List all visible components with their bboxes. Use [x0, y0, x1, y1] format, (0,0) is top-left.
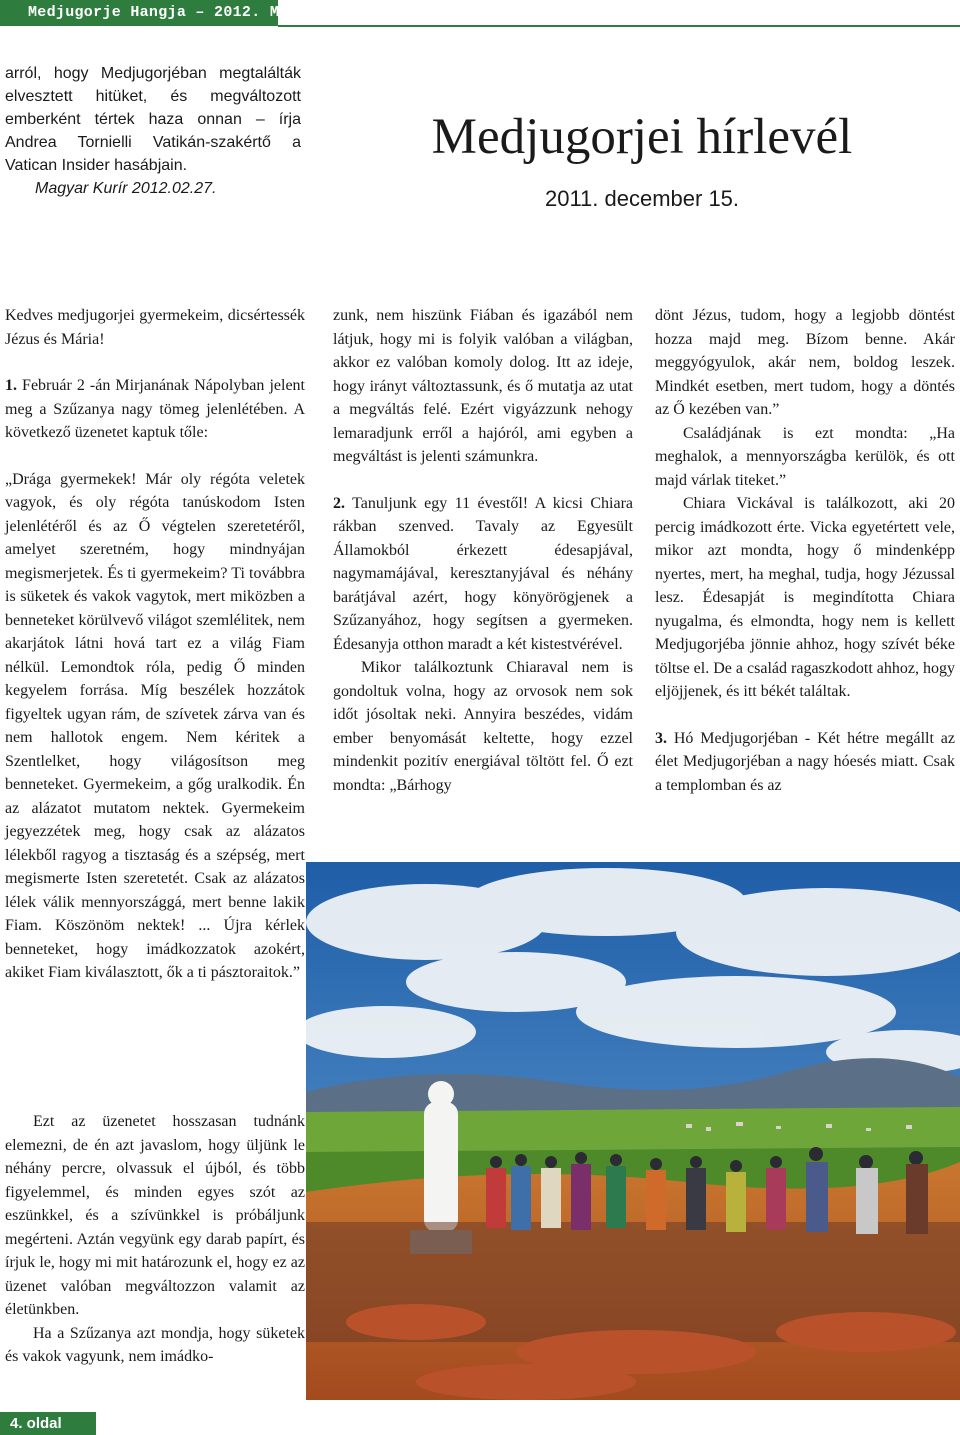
item-1-number: 1.	[5, 377, 17, 394]
page-number: 4. oldal	[10, 1415, 62, 1432]
item-1	[5, 374, 305, 445]
item-3	[655, 727, 955, 798]
intro-source: Magyar Kurír 2012.02.27.	[35, 180, 217, 197]
column-3-paragraph-1: dönt Jézus, tudom, hogy a legjobb döntést hozza majd meg. Bízom benne. Akár meggyógyulok, akár nem, boldog leszek. Mindkét esetben, mert tudom, hogy a döntés az Ő kezében van.”	[655, 307, 955, 418]
item-1-text: Február 2 -án Mirjanának Nápolyban jelent meg a Szűzanya nagy tömeg jelenlétében. A következő üzenetet kaptuk tőle:	[5, 377, 305, 441]
column-1-bottom	[5, 1110, 305, 1369]
column-3-paragraph-3: Chiara Vickával is találkozott, aki 20 percig imádkozott érte. Vicka egyetértett vele, mikor azt mondta, hogy ő mindenképp nyertes, mert, ha meghal, tudja, hogy Jézussal lesz. Édesapját is megindította Chiara nyugalma, és elmondta, hogy nem is kellett Medjugorjéba jönnie ahhoz, hogy szívét béke töltse el. De a család ragaszkodott ahhoz, hogy eljöjjenek, és itt békét találtak.	[655, 495, 955, 700]
landscape-photo-illustration	[306, 862, 960, 1400]
footer-bar	[0, 1412, 960, 1435]
newsletter-title: Medjugorjei hírlevél	[431, 109, 853, 165]
intro-block	[5, 62, 301, 200]
intro-text: arról, hogy Medjugorjéban megtalálták elvesztett hitüket, és megváltozott emberként tértek haza onnan – írja Andrea Tornielli Vatikán-szakértő a Vatican Insider hasábjain.	[5, 65, 301, 174]
item-2	[333, 492, 633, 657]
paragraph-continuation: Ha a Szűzanya azt mondja, hogy süketek és vakok vagyunk, nem imádko-	[5, 1324, 305, 1365]
header-bar	[0, 0, 335, 26]
greeting: Kedves medjugorjei gyermekeim, dicsértessék Jézus és Mária!	[5, 307, 305, 348]
message-text: „Drága gyermekek! Már oly régóta veletek vagyok, és oly régóta tanúskodom Isten jelenlétéről és az Ő végtelen szeretetéről, amelyet szeretném, hogy mindnyájan megismerjetek. És ti gyermekeim? Ti továbbra is süketek és vakok vagytok, mert miközben a benneteket körülvevő világot szemlélitek, nem akarjátok látni hová tart ez a világ Fiam nélkül. Lemondtok róla, pedig Ő minden kegyelem forrása. Míg beszélek hozzátok figyeltek ugyan rám, de szívetek zárva van és nem hallotok engem. Nem kéritek a Szentlelket, hogy világosítson meg benneteket. Gyermekeim, a gőg uralkodik. Én az alázatot mutatom nektek. Gyermekeim jegyezzétek meg, hogy csak az alázatos lélekből ragyog a tisztaság és a szépség, mert megismerte Isten szeretetét. Csak az alázatos lélek válik mennyországgá, mert benne lakik Fiam. Köszönöm nektek! ... Újra kérlek benneteket, hogy imádkozzatok azokért, akiket Fiam kiválasztott, ők a ti pásztoraitok.”	[5, 470, 305, 981]
running-header: Medjugorje Hangja – 2012. Március	[28, 4, 335, 21]
paragraph-reflection: Ezt az üzenetet hosszasan tudnánk elemezni, de én azt javaslom, hogy üljünk le néhány percre, olvassuk el újból, és több figyelemmel, és minden egyes szót az eszünkkel, és a szívünkkel is próbáljunk megérteni. Aztán vegyünk egy darab papírt, és írjuk le, hogy mi mit határozunk el, hogy ez az üzenet valóban megváltozzon valamit az életünkben.	[5, 1113, 305, 1318]
item-3-text: Hó Medjugorjéban - Két hétre megállt az élet Medjugorjéban a nagy hóesés miatt. Csak a templomban és az	[655, 729, 955, 794]
header-rule	[278, 25, 960, 27]
item-3-number: 3.	[655, 729, 667, 747]
item-2-number: 2.	[333, 494, 345, 512]
column-3	[655, 304, 955, 797]
column-3-paragraph-2: Családjának is ezt mondta: „Ha meghalok, a mennyországba kerülök, és ott majd várlak titeket.”	[655, 424, 955, 489]
column-1	[5, 304, 305, 985]
column-2-paragraph-3: Mikor találkoztunk Chiaraval nem is gondoltuk volna, hogy az orvosok nem sok időt jósoltak neki. Annyira beszédes, vidám ember benyomását keltette, hogy ezzel mindenkit pozitív energiával töltött fel. Ő ezt mondta: „Bárhogy	[333, 659, 633, 794]
pilgrims-photo	[306, 862, 960, 1400]
newsletter-date: 2011. december 15.	[544, 186, 740, 211]
item-2-text: Tanuljunk egy 11 évestől! A kicsi Chiara rákban szenved. Tavaly az Egyesült Államokból érkezett édesapjával, nagymamájával, keresztanyjával és néhány barátjával azért, hogy könyörögjenek a Szűzanyához, hogy segítsen a gyermeken. Édesanyja otthon maradt a két kistestvérével.	[333, 494, 633, 653]
column-2-paragraph-1: zunk, nem hiszünk Fiában és igazából nem látjuk, hogy mi is folyik valóban a világban, akkor ez valóban komoly dolog. Itt az ideje, hogy irányt változtassunk, és ő mutatja az utat a megváltás felé. Ezért vigyázzunk nehogy lemaradjunk erről a hajóról, ami egyben a megváltást is jelenti számunkra.	[333, 307, 633, 465]
column-2	[333, 304, 633, 797]
